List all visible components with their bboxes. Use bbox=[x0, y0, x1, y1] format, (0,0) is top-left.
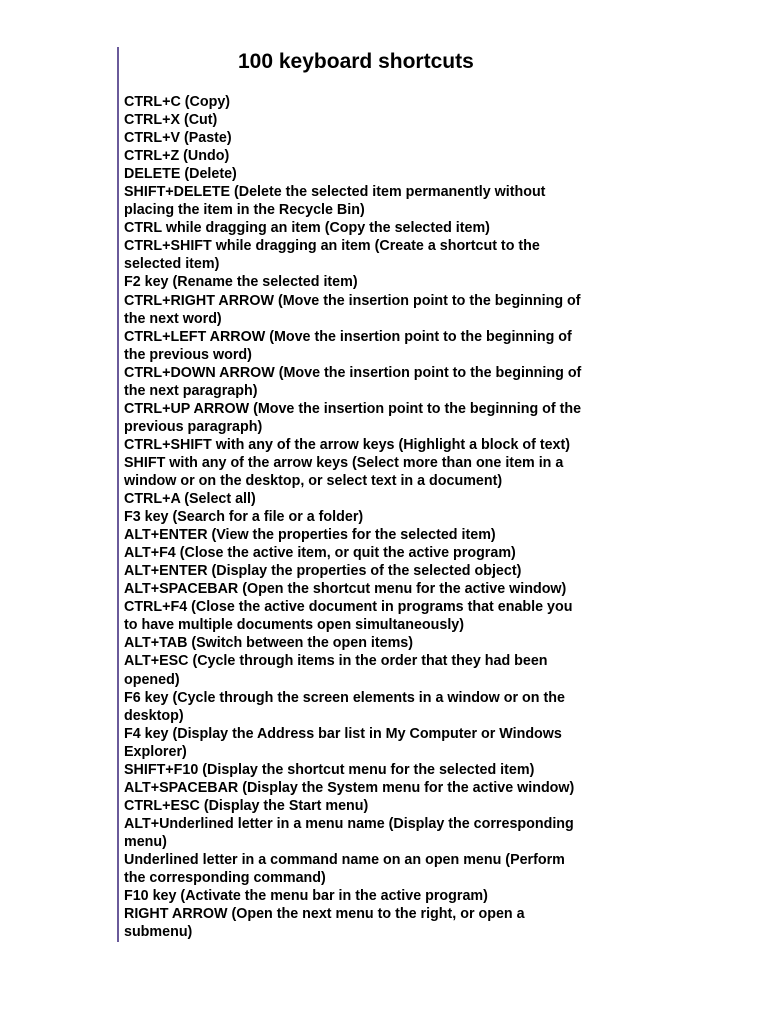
shortcut-entry-line: CTRL+DOWN ARROW (Move the insertion point to the beginning of bbox=[124, 364, 582, 381]
shortcut-entry bbox=[124, 93, 624, 111]
shortcut-entry-line: CTRL+A (Select all) bbox=[124, 491, 256, 508]
shortcut-entry-line: SHIFT with any of the arrow keys (Select more than one item in a bbox=[124, 454, 564, 471]
shortcut-entry bbox=[124, 364, 624, 400]
shortcut-entry-line: CTRL+LEFT ARROW (Move the insertion point to the beginning of bbox=[124, 328, 572, 345]
shortcut-entry-line: CTRL+X (Cut) bbox=[124, 112, 218, 129]
shortcut-entry bbox=[124, 165, 624, 183]
shortcut-entry-line: CTRL+ESC (Display the Start menu) bbox=[124, 797, 369, 814]
shortcut-entry-line: F2 key (Rename the selected item) bbox=[124, 274, 358, 291]
shortcut-entry bbox=[124, 725, 624, 761]
shortcut-entry-line: the previous word) bbox=[124, 346, 252, 363]
shortcut-entry bbox=[124, 562, 624, 580]
shortcut-entry-line: opened) bbox=[124, 671, 180, 688]
shortcut-entry bbox=[124, 292, 624, 328]
shortcut-entry-line: ALT+TAB (Switch between the open items) bbox=[124, 635, 414, 652]
shortcut-entry-line: F3 key (Search for a file or a folder) bbox=[124, 509, 364, 526]
shortcut-entry-line: CTRL+SHIFT with any of the arrow keys (Highlight a block of text) bbox=[124, 436, 571, 453]
shortcut-entry-line: SHIFT+F10 (Display the shortcut menu for the selected item) bbox=[124, 761, 535, 778]
shortcut-entry bbox=[124, 183, 624, 219]
shortcut-entry bbox=[124, 761, 624, 779]
shortcut-entry-line: menu) bbox=[124, 833, 167, 850]
shortcut-entry bbox=[124, 887, 624, 905]
shortcut-entry-line: RIGHT ARROW (Open the next menu to the right, or open a bbox=[124, 906, 525, 923]
shortcut-entry-line: to have multiple documents open simultaneously) bbox=[124, 617, 464, 634]
shortcut-entry bbox=[124, 797, 624, 815]
shortcut-entry bbox=[124, 237, 624, 273]
shortcut-entry-line: CTRL while dragging an item (Copy the selected item) bbox=[124, 220, 490, 237]
shortcut-entry bbox=[124, 508, 624, 526]
shortcut-entry bbox=[124, 634, 624, 652]
shortcut-entry-line: Underlined letter in a command name on an open menu (Perform bbox=[124, 851, 565, 868]
shortcut-entry bbox=[124, 490, 624, 508]
shortcut-entry bbox=[124, 273, 624, 291]
shortcut-entry-line: selected item) bbox=[124, 256, 220, 273]
shortcut-entry-line: CTRL+RIGHT ARROW (Move the insertion point to the beginning of bbox=[124, 292, 581, 309]
shortcut-entry-line: submenu) bbox=[124, 924, 193, 941]
shortcut-entry-line: CTRL+Z (Undo) bbox=[124, 148, 230, 165]
shortcut-entry-line: CTRL+UP ARROW (Move the insertion point to the beginning of the bbox=[124, 400, 582, 417]
left-margin-rule bbox=[117, 47, 119, 942]
shortcut-entry bbox=[124, 779, 624, 797]
shortcut-entry bbox=[124, 652, 624, 688]
shortcut-entry bbox=[124, 436, 624, 454]
shortcut-entry-line: ALT+ENTER (Display the properties of the selected object) bbox=[124, 563, 522, 580]
shortcut-entry-line: CTRL+C (Copy) bbox=[124, 94, 231, 110]
shortcut-entry-line: CTRL+V (Paste) bbox=[124, 130, 232, 147]
shortcut-entry-line: window or on the desktop, or select text in a document) bbox=[124, 472, 503, 489]
shortcut-entry bbox=[124, 580, 624, 598]
shortcut-entry-line: desktop) bbox=[124, 707, 184, 724]
shortcut-entry bbox=[124, 815, 624, 851]
shortcut-entry bbox=[124, 219, 624, 237]
shortcut-entry bbox=[124, 544, 624, 562]
shortcut-entry-line: ALT+SPACEBAR (Open the shortcut menu for the active window) bbox=[124, 581, 567, 598]
shortcut-entry bbox=[124, 905, 624, 941]
shortcut-entry-line: ALT+ENTER (View the properties for the selected item) bbox=[124, 527, 496, 544]
shortcut-entry-line: ALT+SPACEBAR (Display the System menu for the active window) bbox=[124, 779, 575, 796]
shortcut-entry bbox=[124, 689, 624, 725]
shortcut-entry bbox=[124, 129, 624, 147]
shortcut-entry-line: SHIFT+DELETE (Delete the selected item permanently without bbox=[124, 184, 546, 201]
shortcut-entry bbox=[124, 400, 624, 436]
shortcut-entry-line: F6 key (Cycle through the screen elements in a window or on the bbox=[124, 689, 565, 706]
shortcut-entry-line: the corresponding command) bbox=[124, 870, 326, 887]
shortcut-entry bbox=[124, 147, 624, 165]
shortcut-entry-line: DELETE (Delete) bbox=[124, 166, 237, 183]
shortcut-entry-line: F4 key (Display the Address bar list in My Computer or Windows bbox=[124, 725, 562, 742]
shortcut-entry-line: ALT+ESC (Cycle through items in the order that they had been bbox=[124, 653, 548, 670]
shortcut-entry-line: F10 key (Activate the menu bar in the active program) bbox=[124, 888, 488, 905]
shortcut-entry-line: CTRL+SHIFT while dragging an item (Create a shortcut to the bbox=[124, 238, 540, 255]
shortcut-entry-line: Explorer) bbox=[124, 743, 187, 760]
shortcut-entry-line: the next paragraph) bbox=[124, 382, 258, 399]
shortcut-entry-line: previous paragraph) bbox=[124, 418, 263, 435]
shortcut-entry bbox=[124, 851, 624, 887]
shortcut-entry bbox=[124, 454, 624, 490]
shortcut-entry bbox=[124, 328, 624, 364]
shortcut-entry-line: the next word) bbox=[124, 310, 222, 327]
shortcut-entry bbox=[124, 526, 624, 544]
shortcut-entry-line: ALT+F4 (Close the active item, or quit the active program) bbox=[124, 545, 516, 562]
shortcut-entry bbox=[124, 598, 624, 634]
shortcut-list bbox=[124, 93, 624, 941]
shortcut-entry bbox=[124, 111, 624, 129]
document-title: 100 keyboard shortcuts bbox=[238, 50, 474, 73]
shortcut-entry-line: CTRL+F4 (Close the active document in programs that enable you bbox=[124, 599, 573, 616]
shortcut-entry-line: placing the item in the Recycle Bin) bbox=[124, 202, 365, 219]
shortcut-entry-line: ALT+Underlined letter in a menu name (Display the corresponding bbox=[124, 815, 574, 832]
